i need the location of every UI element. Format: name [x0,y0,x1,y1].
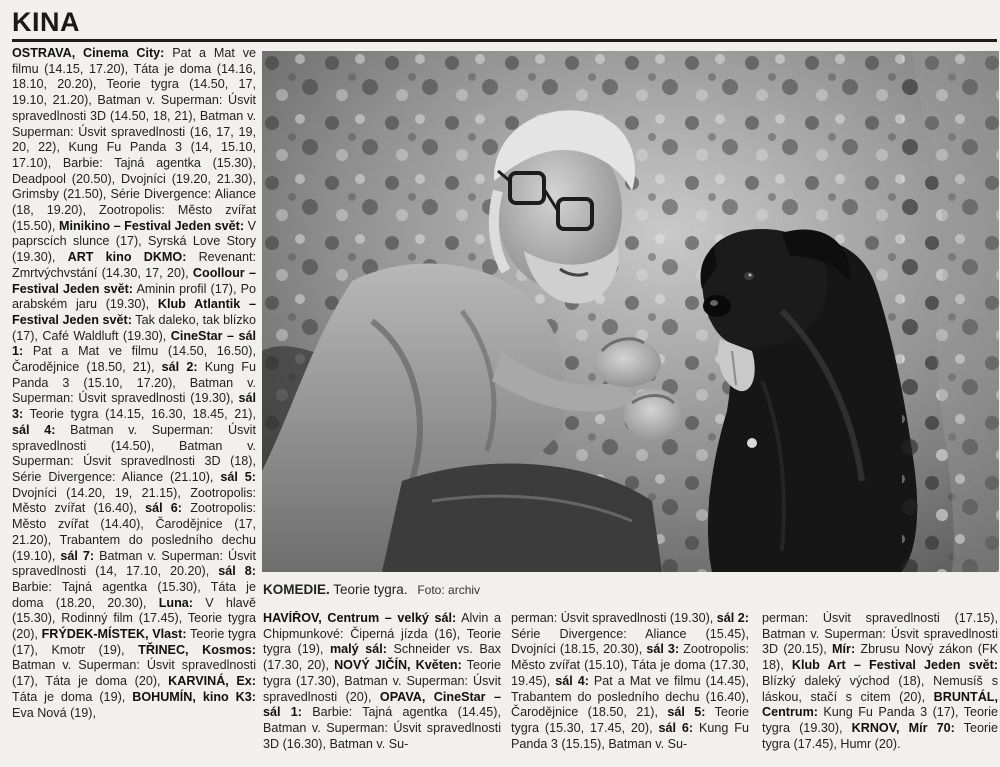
screening-text: Batman v. Superman: Úsvit spravedlnosti (14.50), Batman v. Superman: Úsvit spravedlnosti 3D (18), Série Divergence: Aliance (21.10), [12,422,256,484]
screening-text: Kung Fu Panda 3 (17), Teorie tygra (19.30), [762,705,998,735]
venue-name: Klub Atlantik – Festival Jeden svět: [12,297,256,327]
screening-text: V hlavě (15.30), Rodinný film (17.45), Teorie tygra (20), [12,595,256,642]
screening-text: Teorie tygra (17.30), Batman v. Superman: Úsvit spravedlnosti (20), [263,658,501,704]
screening-text: Batman v. Superman: Úsvit spravedlnosti (17), Táta je doma (20), [12,658,256,689]
photo-credit: Foto: archiv [417,583,481,597]
film-photo [262,51,999,572]
listing-column-2 [263,611,501,767]
venue-name: NOVÝ JIČÍN, Květen: [334,658,462,673]
caption-title: Teorie tygra. [333,582,408,597]
screening-text: Zbrusu Nový zákon (FK 18), [762,642,998,673]
venue-name: sál 3: [646,642,680,657]
venue-name: sál 6: [145,501,182,516]
screening-text: Teorie tygra (14.15, 16.30, 18.45, 21), [23,407,256,422]
venue-name: Klub Art – Festival Jeden svět: [791,658,998,673]
caption-label: KOMEDIE. [263,582,330,597]
screening-text: Série Divergence: Aliance (15.45), Dvojníci (18.15, 20.30), [511,626,749,657]
screening-text: Teorie tygra (17), Kmotr (19), [12,627,256,657]
screening-text: Barbie: Tajná agentka (15.30), Táta je doma (18.20, 20.30), [12,579,256,610]
screening-text: Zootropolis: Město zvířat (15.10), Táta je doma (17.30, 19.45), [511,642,749,688]
listing-column-left [12,46,256,764]
venue-name: Minikino – Festival Jeden svět: [58,218,245,233]
screening-text: Teorie tygra (17.45), Humr (20). [762,720,998,751]
venue-name: OPAVA, CineStar – sál 1: [263,689,501,720]
venue-name: FRÝDEK-MÍSTEK, Vlast: [41,627,187,642]
screening-text: Táta je doma (19), [12,689,133,704]
section-header [12,9,997,42]
venue-name: sál 6: [658,720,694,735]
screening-text: Pat a Mat ve filmu (14.50, 16.50), Čarodějnice (18.50, 21), [12,344,256,375]
venue-name: KRNOV, Mír 70: [851,720,955,735]
venue-name: sál 5: [220,469,256,484]
venue-name: malý sál: [329,642,387,657]
venue-name: BRUNTÁL, Centrum: [762,689,998,720]
screening-text: Zootropolis: Město zvířat (14.40), Čarodějnice (17, 21.20), Trabantem do posledního dechu (19.10), [12,501,256,563]
venue-name: sál 4: [12,422,56,437]
venue-name: Luna: [158,595,193,610]
screening-text: Blízký daleký východ (18), Nemusíš s láskou, stačí s citem (20), [762,673,998,704]
screening-text: perman: Úsvit spravedlnosti (17.15), Batman v. Superman: Úsvit spravedlnosti 3D (20.15), [762,611,998,657]
screening-text: Pat a Mat ve filmu (14.45), Trabantem do posledního dechu (16.40), Čarodějnice (18.50, 21), [511,673,749,720]
screening-text: Kung Fu Panda 3 (15.10, 17.20), Batman v. Superman: Úsvit spravedlnosti (19.30), [12,360,256,406]
venue-name: Coollour – Festival Jeden svět: [12,265,256,296]
venue-name: sál 2: [161,360,198,375]
screening-text: Tak daleko, tak blízko (17), Café Waldluft (19.30), [12,312,256,343]
venue-name-highlight: BOHUMÍN [132,689,193,704]
venue-name: HAVÍŘOV, Centrum – velký sál: [263,611,457,625]
venue-name: sál 7: [60,548,95,563]
listing-column-4 [762,611,998,767]
screening-text: Alvin a Chipmunkové: Čiperná jízda (16), Teorie tygra (19), [263,611,501,657]
venue-name: sál 3: [12,391,256,422]
venue-name: Mír: [832,642,856,657]
screening-text: Eva Nová (19), [12,705,96,720]
screening-text: Dvojníci (14.20, 19, 21.15), Zootropolis: Město zvířat (16.40), [12,485,256,516]
screening-text: V paprscích slunce (17), Syrská Love Story (19.30), [12,218,256,265]
venue-name: sál 2: [716,611,749,625]
venue-name: sál 8: [218,564,256,579]
screening-text: Barbie: Tajná agentka (14.45), Batman v. Superman: Úsvit spravedlnosti 3D (16.30), Batman v. Su- [263,705,501,751]
screening-text: Teorie tygra (15.30, 17.45, 20), [511,705,749,735]
screening-text: Batman v. Superman: Úsvit spravedlnosti (14, 17.10, 20.20), [12,548,256,579]
venue-name: , kino K3: [192,689,256,704]
screening-text: Aminin profil (17), Po arabském jaru (19.30), [12,281,256,312]
screening-text: Kung Fu Panda 3 (15.15), Batman v. Su- [511,720,749,751]
venue-name: CineStar – sál 1: [12,328,256,359]
screening-text: perman: Úsvit spravedlnosti (19.30), [511,611,717,625]
listing-column-3 [511,611,749,767]
venue-name: sál 4: [555,673,589,688]
venue-name: KARVINÁ, Ex: [168,674,256,689]
venue-name: TŘINEC, Kosmos: [138,642,256,657]
photo-caption [263,582,998,602]
section-title: KINA [12,7,80,37]
venue-name: ART kino DKMO: [67,250,187,265]
venue-name: sál 5: [667,705,706,720]
screening-text: Pat a Mat ve filmu (14.15, 17.20), Táta je doma (14.16, 18.10, 20.20), Teorie tygra (14.50, 17, 19.10, 21.20), Batman v. Superman: Úsvit spravedlnosti 3D (14.50, 18, 21), Batman v. Superman: Úsvit spravedlnosti (16, 17, 19, 20, 22), Kung Fu Panda 3 (14, 15.10, 17.10), Barbie: Tajná agentka (15.30), Deadpool (20.50), Dvojníci (19.20, 21.30), Grimsby (21.50), Série Divergence: Aliance (18, 19.20), Zootropolis: Město zvířat (15.50), [12,46,256,233]
screening-text: Schneider vs. Bax (17.30, 20), [263,642,501,673]
venue-name: OSTRAVA, Cinema City: [12,46,165,60]
screening-text: Revenant: Zmrtvýchvstání (14.30, 17, 20), [12,250,256,280]
